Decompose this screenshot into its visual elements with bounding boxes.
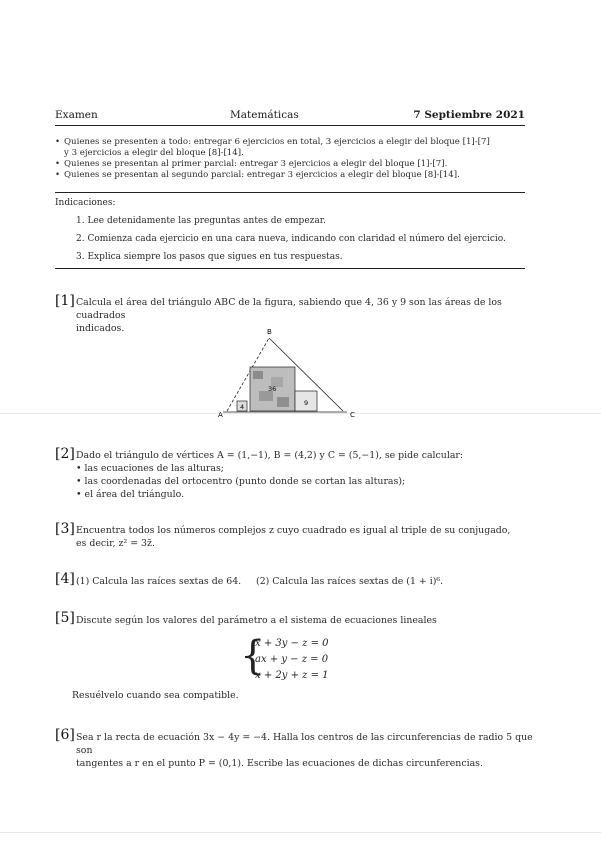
vertex-label-c: C — [350, 411, 355, 419]
exercise-2-text: Dado el triángulo de vértices A = (1,−1), B = (4,2) y C = (5,−1), se pide calcular: • las ecuaciones de las alturas; • las coordenadas del ortocentro (punto donde se cortan las alturas); • el área del triángulo. — [76, 450, 464, 500]
indicaciones-rule — [55, 268, 525, 269]
indicaciones-title: Indicaciones: — [55, 198, 116, 208]
header-left: Examen — [55, 109, 98, 121]
vertex-label-b: B — [267, 328, 272, 336]
exercise-number: [5] — [55, 610, 75, 626]
area-label-medium: 9 — [304, 399, 309, 407]
bullets-rule — [55, 192, 525, 193]
exercise-4-text: (1) Calcula las raíces sextas de 64. (2) Calcula las raíces sextas de (1 + i)⁶. — [76, 576, 444, 587]
exercise-number: [4] — [55, 571, 75, 587]
bullet-item-continued: y 3 ejercicios a elegir del bloque [8]-[14]. — [64, 148, 244, 158]
bullet-item: • Quienes se presentan al primer parcial: entregar 3 ejercicios a elegir del bloque [1]-[7]. — [55, 159, 448, 169]
triangle-figure — [215, 325, 365, 420]
bullet-item: • Quienes se presentan al segundo parcial: entregar 3 ejercicios a elegir del bloque [8]-[14]. — [55, 170, 460, 180]
exercise-6-text: Sea r la recta de ecuación 3x − 4y = −4. Halla los centros de las circunferencias de radio 5 que son tangentes a r en el punto P = (0,1). Escribe las ecuaciones de dichas circunferencias. — [76, 732, 533, 769]
indicacion-item: 2. Comienza cada ejercicio en una cara nueva, indicando con claridad el número del ejercicio. — [76, 234, 506, 244]
exercise-number: [3] — [55, 521, 75, 537]
exercise-number: [1] — [55, 293, 75, 309]
exercise-5-text: Discute según los valores del parámetro a el sistema de ecuaciones lineales — [76, 615, 437, 626]
vertex-label-a: A — [218, 411, 223, 419]
header-center: Matemáticas — [230, 109, 299, 121]
shade-block — [253, 371, 263, 379]
area-label-small: 4 — [240, 403, 245, 411]
instructions-bullets — [55, 137, 535, 181]
header-date: 7 Septiembre 2021 — [413, 109, 525, 121]
equation-system: x + 3y − z = 0 ax + y − z = 0 x + 2y + z = 1 — [255, 638, 329, 681]
area-label-large: 36 — [268, 385, 277, 393]
bullet-item: • Quienes se presenten a todo: entregar 6 ejercicios en total, 3 ejercicios a elegir del bloque [1]-[7] — [55, 137, 490, 147]
exercise-number: [2] — [55, 446, 75, 462]
header-rule — [55, 125, 525, 126]
shade-block — [277, 397, 289, 407]
exercise-number: [6] — [55, 727, 75, 743]
exercise-3-text: Encuentra todos los números complejos z cuyo cuadrado es igual al triple de su conjugado, es decir, z² = 3z̄. — [76, 525, 511, 549]
exercise-5-note: Resuélvelo cuando sea compatible. — [72, 690, 239, 701]
indicacion-item: 3. Explica siempre los pasos que sigues en tus respuestas. — [76, 252, 343, 262]
exercise-1-text: Calcula el área del triángulo ABC de la figura, sabiendo que 4, 36 y 9 son las áreas de los cuadrados indicados. — [76, 297, 502, 334]
scan-line — [0, 832, 601, 833]
indicacion-item: 1. Lee detenidamente las preguntas antes de empezar. — [76, 216, 326, 226]
system-brace: { — [240, 633, 266, 679]
